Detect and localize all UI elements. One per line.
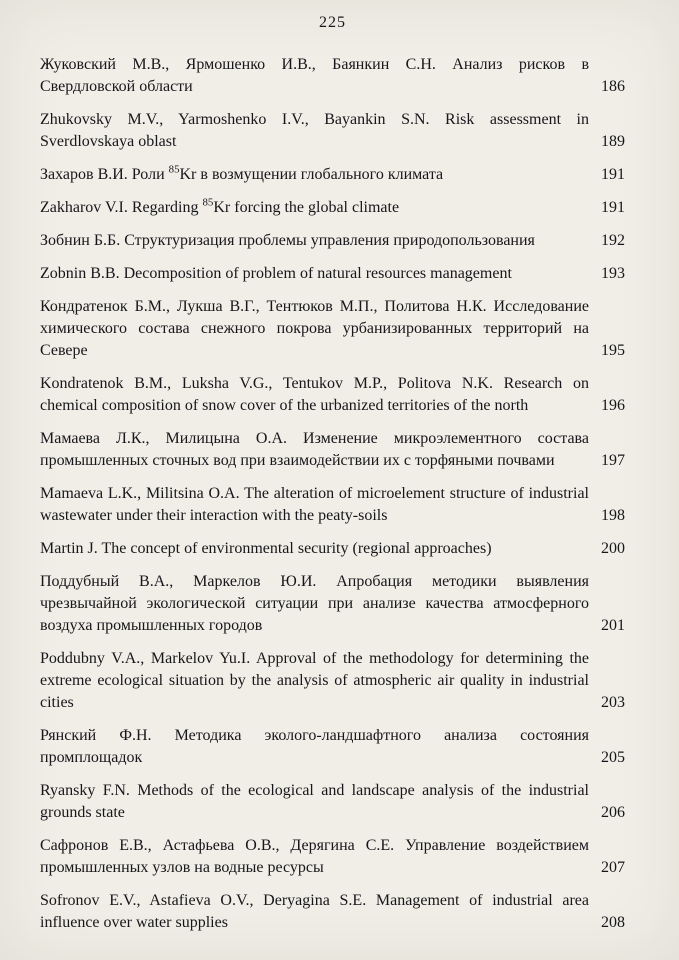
toc-entry [40, 54, 625, 98]
entry-title [40, 298, 589, 359]
toc-entry [40, 197, 625, 219]
entry-title-text: Сафронов Е.В., Астафьева О.В., Дерягина С.Е. Управление воздействием промышленных узлов на водные ресурсы [40, 837, 589, 876]
entry-title-text: Zhukovsky M.V., Yarmoshenko I.V., Bayankin S.N. Risk assessment in Sverdlovskaya oblast [40, 111, 589, 150]
entry-title-text: Zakharov V.I. Regarding [40, 199, 203, 216]
entry-title [40, 56, 589, 95]
entry-page-number: 197 [601, 452, 625, 469]
toc-entry [40, 538, 625, 560]
page-number-header: 225 [319, 14, 346, 31]
entry-page-number: 208 [601, 914, 625, 931]
entry-title [40, 573, 589, 634]
toc-entry [40, 725, 625, 769]
entry-title-text: Кондратенок Б.М., Лукша В.Г., Тентюков М.П., Политова Н.К. Исследование химического состава снежного покрова урбанизированных территорий на Севере [40, 298, 589, 359]
entry-title [40, 265, 512, 282]
entry-title [40, 485, 589, 524]
entry-title [40, 375, 589, 414]
entry-page-number: 198 [601, 507, 625, 524]
entry-title [40, 430, 589, 469]
entry-title-text: Поддубный В.А., Маркелов Ю.И. Апробация методики выявления чрезвычайной экологической ситуации при анализе качества атмосферного воздуха промышленных городов [40, 573, 589, 634]
entry-title-text: Zobnin B.B. Decomposition of problem of natural resources management [40, 265, 512, 282]
toc-entry [40, 230, 625, 252]
toc-entry [40, 890, 625, 934]
toc-entry [40, 571, 625, 637]
entry-title-text: Мамаева Л.К., Милицына О.А. Изменение микроэлементного состава промышленных сточных вод при взаимодействии их с торфяными почвами [40, 430, 589, 469]
entry-page-number: 203 [601, 694, 625, 711]
entry-page-number: 192 [601, 232, 625, 249]
entry-title-text-after-sup: Kr forcing the global climate [213, 199, 400, 216]
entry-title [40, 782, 589, 821]
entry-title-text: Kondratenok B.M., Luksha V.G., Tentukov M.P., Politova N.K. Research on chemical composition of snow cover of the urbanized territories of the north [40, 375, 589, 414]
entry-title-text: Захаров В.И. Роли [40, 166, 169, 183]
entry-title [40, 111, 589, 150]
toc-entry [40, 835, 625, 879]
entry-page-number: 201 [601, 617, 625, 634]
toc-entry [40, 648, 625, 714]
entry-title-text: Зобнин Б.Б. Структуризация проблемы управления природопользования [40, 232, 535, 249]
isotope-superscript: 85 [202, 196, 214, 209]
entry-page-number: 196 [601, 397, 625, 414]
toc-entry [40, 780, 625, 824]
entry-title-text-after-sup: Kr в возмущении глобального климата [179, 166, 444, 183]
entry-title [40, 196, 400, 216]
toc-entry [40, 296, 625, 362]
entry-title-text: Mamaeva L.K., Militsina O.A. The alteration of microelement structure of industrial wastewater under their interaction with the peaty-soils [40, 485, 589, 524]
entry-title [40, 540, 492, 557]
toc-entry [40, 428, 625, 472]
entry-title-text: Poddubny V.A., Markelov Yu.I. Approval of the methodology for determining the extreme ecological situation by the analysis of atmospheric air quality in industrial cities [40, 650, 589, 711]
entry-title-text: Жуковский М.В., Ярмошенко И.В., Баянкин С.Н. Анализ рисков в Свердловской области [40, 56, 589, 95]
entry-title [40, 232, 535, 249]
toc-list [40, 54, 625, 934]
toc-entry [40, 263, 625, 285]
entry-page-number: 207 [601, 859, 625, 876]
entry-title-text: Ryansky F.N. Methods of the ecological and landscape analysis of the industrial grounds state [40, 782, 589, 821]
entry-page-number: 191 [601, 199, 625, 216]
entry-title [40, 650, 589, 711]
entry-page-number: 200 [601, 540, 625, 557]
entry-page-number: 206 [601, 804, 625, 821]
entry-page-number: 193 [601, 265, 625, 282]
entry-title [40, 837, 589, 876]
entry-title-text: Martin J. The concept of environmental security (regional approaches) [40, 540, 492, 557]
entry-page-number: 205 [601, 749, 625, 766]
entry-title [40, 163, 444, 183]
entry-page-number: 195 [601, 342, 625, 359]
toc-entry [40, 373, 625, 417]
entry-page-number: 191 [601, 166, 625, 183]
entry-title [40, 892, 589, 931]
entry-title-text: Sofronov E.V., Astafieva O.V., Deryagina S.E. Management of industrial area influence over water supplies [40, 892, 589, 931]
toc-entry [40, 164, 625, 186]
entry-title [40, 727, 589, 766]
isotope-superscript: 85 [168, 163, 180, 176]
entry-title-text: Рянский Ф.Н. Методика эколого-ландшафтного анализа состояния промплощадок [40, 727, 589, 766]
toc-entry [40, 109, 625, 153]
entry-page-number: 189 [601, 133, 625, 150]
entry-page-number: 186 [601, 78, 625, 95]
toc-entry [40, 483, 625, 527]
